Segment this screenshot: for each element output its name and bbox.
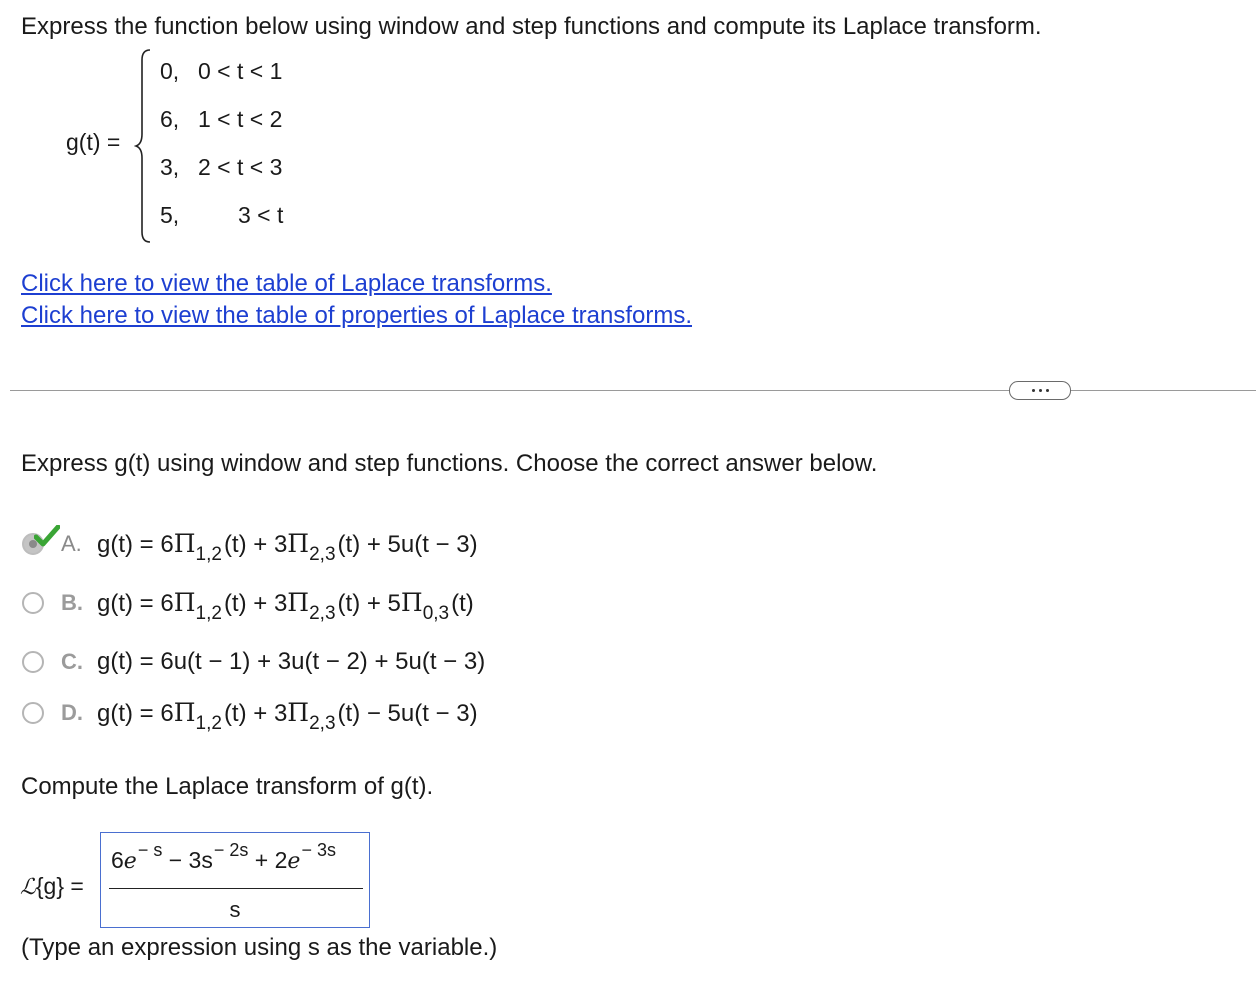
exp-base: e <box>287 849 301 874</box>
exponent: − 3s <box>301 840 336 860</box>
option-c[interactable] <box>22 642 485 682</box>
option-b[interactable] <box>22 583 474 623</box>
question-window-step: Express g(t) using window and step functions. Choose the correct answer below. <box>21 450 878 477</box>
case-value: 5, <box>160 202 180 228</box>
expr-part: (t) + 3 <box>223 700 288 727</box>
expr-part: (t) + 3 <box>223 531 288 558</box>
case-condition: 3 < t <box>238 202 284 228</box>
exp-base: e <box>123 849 137 874</box>
question-laplace: Compute the Laplace transform of g(t). <box>21 773 434 800</box>
fraction-bar <box>109 888 363 889</box>
case-condition: 0 < t < 1 <box>198 58 283 84</box>
option-expression: g(t) = 6u(t − 1) + 3u(t − 2) + 5u(t − 3) <box>97 648 486 675</box>
input-hint: (Type an expression using s as the variable.) <box>21 934 498 961</box>
pi-symbol: Π <box>287 529 310 558</box>
answer-denominator: s <box>229 897 241 922</box>
expr-subscript: 2,3 <box>309 603 336 624</box>
option-expression <box>97 529 478 565</box>
option-expression <box>97 588 474 624</box>
expr-part: g(t) = 6 <box>97 531 174 558</box>
dot-icon <box>1032 389 1035 392</box>
expr-subscript: 2,3 <box>309 544 336 565</box>
expr-part: − 3s <box>162 847 213 873</box>
expr-part: g(t) = 6 <box>97 700 174 727</box>
pi-symbol: Π <box>400 588 423 617</box>
pi-symbol: Π <box>173 588 196 617</box>
case-value: 0, <box>160 58 180 84</box>
expr-part: g(t) = 6 <box>97 590 174 617</box>
case-value: 3, <box>160 154 180 180</box>
option-letter: B. <box>61 590 83 615</box>
properties-table-link[interactable]: Click here to view the table of properties of Laplace transforms. <box>21 302 692 329</box>
case-condition: 1 < t < 2 <box>198 106 283 132</box>
case-value: 6, <box>160 106 180 132</box>
expr-part: 6 <box>111 847 124 873</box>
problem-prompt: Express the function below using window and step functions and compute its Laplace transform. <box>21 13 1042 40</box>
expr-part: (t) + 3 <box>223 590 288 617</box>
pi-symbol: Π <box>173 698 196 727</box>
pi-symbol: Π <box>287 588 310 617</box>
radio-button[interactable] <box>22 702 44 724</box>
case-condition: 2 < t < 3 <box>198 154 283 180</box>
checkmark-icon <box>34 525 60 547</box>
exponent: − 2s <box>213 840 249 860</box>
option-d[interactable] <box>22 693 478 733</box>
laplace-script-symbol: ℒ <box>20 875 36 900</box>
dot-icon <box>1039 389 1042 392</box>
expr-part: + 2 <box>248 847 288 873</box>
laplace-table-link[interactable]: Click here to view the table of Laplace transforms. <box>21 270 552 297</box>
radio-button-selected[interactable] <box>22 533 44 555</box>
laplace-label <box>20 873 84 900</box>
exponent: − s <box>137 840 163 860</box>
option-letter: A. <box>61 531 82 556</box>
expr-subscript: 2,3 <box>309 713 336 734</box>
expr-subscript: 1,2 <box>195 544 222 565</box>
left-brace <box>134 48 152 244</box>
option-a[interactable] <box>22 524 478 564</box>
radio-button[interactable] <box>22 592 44 614</box>
expr-part: (t) − 5u(t − 3) <box>337 700 478 727</box>
radio-button[interactable] <box>22 651 44 673</box>
expr-part: (t) <box>451 590 474 617</box>
answer-input[interactable] <box>100 832 370 928</box>
pi-symbol: Π <box>287 698 310 727</box>
function-label: g(t) = <box>66 129 121 155</box>
expr-subscript: 0,3 <box>422 603 450 624</box>
pi-symbol: Π <box>173 529 196 558</box>
more-options-button[interactable] <box>1009 381 1071 400</box>
laplace-label-rest: {g} = <box>35 873 84 899</box>
expr-part: (t) + 5u(t − 3) <box>337 531 478 558</box>
option-expression <box>97 698 478 734</box>
expr-part: (t) + 5 <box>337 590 401 617</box>
option-letter: D. <box>61 700 83 725</box>
answer-numerator <box>111 840 336 874</box>
dot-icon <box>1046 389 1049 392</box>
option-letter: C. <box>61 649 83 674</box>
expr-subscript: 1,2 <box>195 603 222 624</box>
expr-subscript: 1,2 <box>195 713 222 734</box>
